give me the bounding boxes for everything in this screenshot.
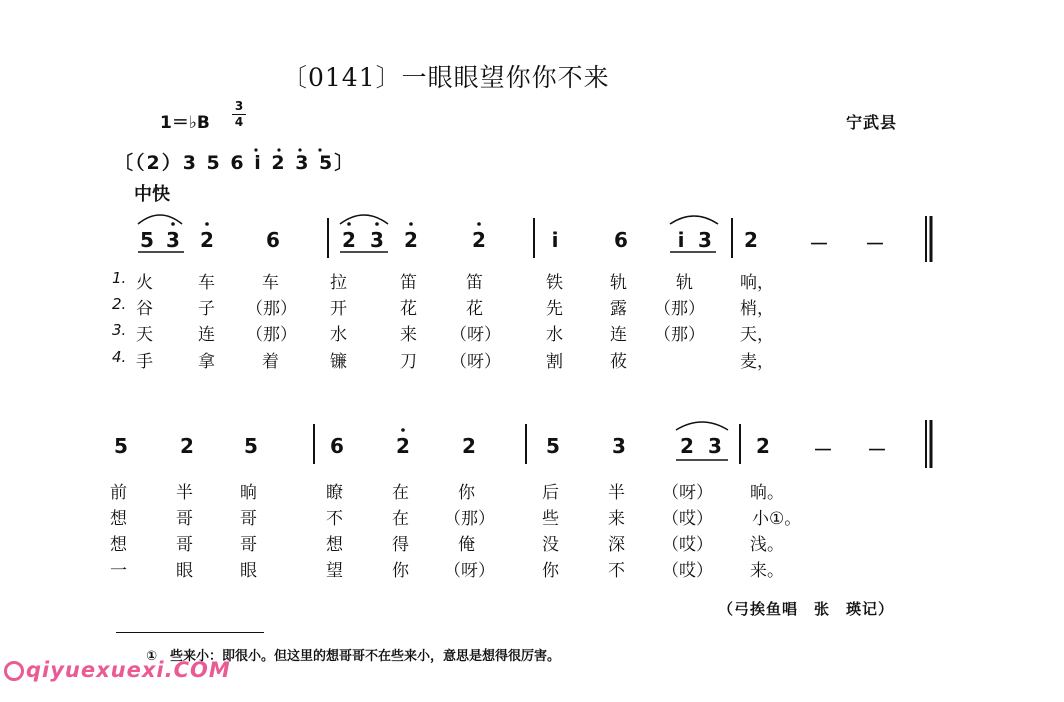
lyric: 镰 (330, 352, 347, 372)
note: i (677, 228, 685, 252)
lyric: 想 (110, 535, 127, 555)
lyric: 笛 (400, 273, 417, 293)
verse-number: 4. (112, 348, 127, 366)
region-label: 宁武县 (846, 113, 898, 132)
lyric: 一 (110, 561, 127, 581)
key-signature: 1＝♭B (160, 113, 210, 133)
octave-dot (205, 222, 209, 226)
octave-dot (318, 148, 321, 151)
lyric: 轨 (610, 273, 627, 293)
intro-phrase: 〔（2）3 5 6 i 2 3 5〕 (114, 152, 356, 174)
lyric: 在 (392, 483, 409, 503)
octave-dot (171, 222, 175, 226)
lyric: 拉 (330, 273, 347, 293)
lyric: 铁 (546, 273, 563, 293)
lyric: 先 (546, 299, 563, 319)
verse-number: 3. (112, 321, 127, 339)
note: i (551, 228, 559, 252)
lyric: 刀 (400, 352, 417, 372)
footnote-rule (116, 632, 264, 633)
lyric: 笛 (466, 273, 483, 293)
lyric: （呀） (450, 325, 501, 345)
note: 3 (612, 434, 626, 458)
lyric: （那） (444, 509, 495, 529)
lyric: 花 (400, 299, 417, 319)
note: 6 (330, 434, 344, 458)
slur (670, 216, 718, 224)
dash: － (809, 232, 829, 256)
lyric: 拿 (198, 352, 215, 372)
lyric: （那） (654, 325, 705, 345)
dash: － (813, 438, 833, 462)
lyric: 来 (400, 325, 417, 345)
note: 2 (342, 228, 356, 252)
lyric: 来 (608, 509, 625, 529)
note: 2 (462, 434, 476, 458)
lyric: （那） (246, 325, 297, 345)
lyric: 小①。 (752, 509, 802, 529)
lyric: 望 (326, 561, 343, 581)
site-watermark: qiyuexuexi.COM (4, 658, 231, 682)
lyric: 想 (326, 535, 343, 555)
lyric: （呀） (450, 352, 501, 372)
song-title: 〔0141〕一眼眼望你你不来 (282, 63, 610, 92)
lyric: （呀） (662, 483, 713, 503)
lyric: 天 (136, 325, 153, 345)
lyric: 你 (542, 561, 559, 581)
note: 5 (244, 434, 258, 458)
lyric: 连 (198, 325, 215, 345)
note: 3 (166, 228, 180, 252)
lyric: 响， (740, 273, 774, 293)
lyric: 莜 (610, 352, 627, 372)
octave-dot (401, 428, 405, 432)
lyric: （那） (246, 299, 297, 319)
note: 5 (546, 434, 560, 458)
lyric: 火 (136, 273, 153, 293)
performer-credit: （弓挨鱼唱 张 瑛记） (718, 600, 895, 618)
lyric: 天， (740, 325, 774, 345)
dash: － (867, 438, 887, 462)
lyric: 手 (136, 352, 153, 372)
lyric: 哥 (176, 509, 193, 529)
note: 2 (180, 434, 194, 458)
lyric: 你 (458, 483, 475, 503)
dash: － (865, 232, 885, 256)
octave-dot (477, 222, 481, 226)
lyric: 哥 (176, 535, 193, 555)
note: 6 (266, 228, 280, 252)
lyric: 梢， (740, 299, 774, 319)
note: 2 (680, 434, 694, 458)
note: 5 (114, 434, 128, 458)
lyric: 哥 (240, 509, 257, 529)
lyric: 不 (326, 509, 343, 529)
lyric: 深 (608, 535, 625, 555)
lyric: 连 (610, 325, 627, 345)
lyric: 车 (262, 273, 279, 293)
lyric: 浅。 (750, 535, 784, 555)
lyric: 轨 (676, 273, 693, 293)
lyric: 瞭 (326, 483, 343, 503)
lyric: 些 (542, 509, 559, 529)
octave-dot (277, 148, 280, 151)
lyric: 露 (610, 299, 627, 319)
lyric: 子 (198, 299, 215, 319)
note: 6 (614, 228, 628, 252)
note: 2 (744, 228, 758, 252)
lyric: 花 (466, 299, 483, 319)
octave-dot (347, 222, 351, 226)
note: 2 (756, 434, 770, 458)
lyric: 眼 (240, 561, 257, 581)
lyric: 开 (330, 299, 347, 319)
lyric: （哎） (662, 561, 713, 581)
lyric: 着 (262, 352, 279, 372)
note: 3 (698, 228, 712, 252)
lyric: 俺 (458, 535, 475, 555)
octave-dot (254, 148, 257, 151)
lyric: 晌 (240, 483, 257, 503)
lyric: （哎） (662, 535, 713, 555)
note: 3 (708, 434, 722, 458)
slur (138, 215, 182, 224)
note: 5 (140, 228, 154, 252)
lyric: 你 (392, 561, 409, 581)
lyric: 后 (542, 483, 559, 503)
tempo-marking: 中快 (134, 184, 170, 205)
watermark-logo-icon (4, 661, 24, 681)
footnote: ① 些来小：即很小。但这里的想哥哥不在些来小，意思是想得很厉害。 (146, 649, 561, 664)
verse-number: 2. (112, 295, 127, 313)
lyric: （哎） (662, 509, 713, 529)
verse-number: 1. (112, 269, 127, 287)
lyric: 谷 (136, 299, 153, 319)
note: 2 (472, 228, 486, 252)
lyric: 哥 (240, 535, 257, 555)
time-signature: 3 4 (232, 100, 246, 129)
note: 2 (396, 434, 410, 458)
lyric: （呀） (444, 561, 495, 581)
lyric: 麦， (740, 352, 774, 372)
lyric: 来。 (750, 561, 784, 581)
lyric: 水 (330, 325, 347, 345)
lyric: 眼 (176, 561, 193, 581)
lyric: 得 (392, 535, 409, 555)
octave-dot (409, 222, 413, 226)
lyric: 割 (546, 352, 563, 372)
lyric: 前 (110, 483, 127, 503)
lyric: 半 (608, 483, 625, 503)
lyric: 不 (608, 561, 625, 581)
lyric: 在 (392, 509, 409, 529)
lyric: 没 (542, 535, 559, 555)
octave-dot (298, 148, 301, 151)
slur (676, 422, 728, 430)
lyric: 水 (546, 325, 563, 345)
slur (340, 215, 388, 224)
note: 3 (370, 228, 384, 252)
lyric: 晌。 (750, 483, 784, 503)
lyric: 想 (110, 509, 127, 529)
note: 2 (404, 228, 418, 252)
lyric: （那） (654, 299, 705, 319)
note: 2 (200, 228, 214, 252)
lyric: 半 (176, 483, 193, 503)
octave-dot (375, 222, 379, 226)
lyric: 车 (198, 273, 215, 293)
